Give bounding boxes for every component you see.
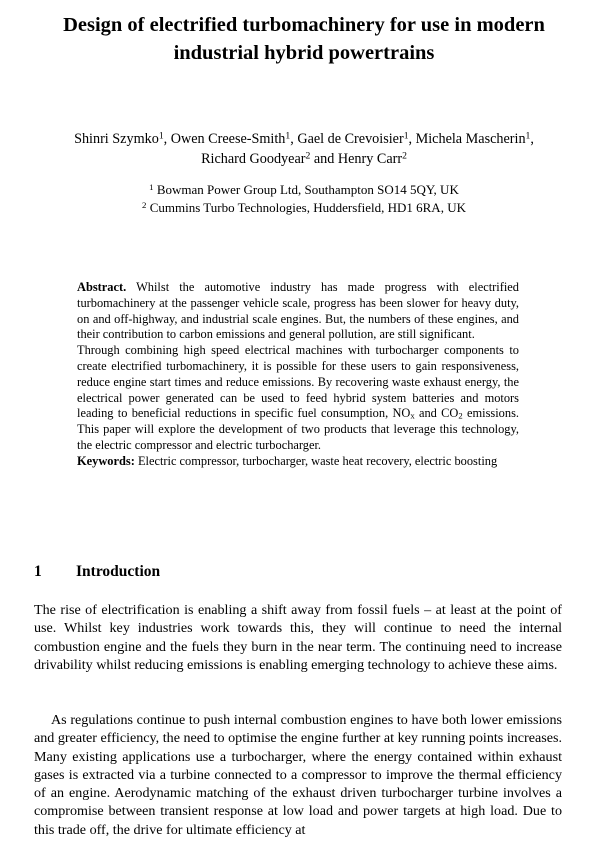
author-name: Shinri Szymko [74,131,159,147]
abstract-text-2b: and CO [414,406,459,421]
author-affiliation-marker: 2 [305,150,311,162]
abstract-text-1: Whilst the automotive industry has made progress with electrified turbomachinery at the passenger vehicle scale, progress has been slower for heavy duty, on and off-highway, and industrial scale engines. But, the numbers of these engines, and their contribution to carbon emissions and general pollution, are still significant. [77,280,519,342]
body-paragraph-1 [34,601,562,674]
abstract-label: Abstract. [77,280,127,294]
affiliation-text: Bowman Power Group Ltd, Southampton SO14 5QY, UK [156,182,459,197]
author-name: Owen Creese-Smith [170,131,286,147]
keywords-label: Keywords: [77,453,135,468]
body-paragraph-2 [34,711,562,839]
abstract-text-2c: emissions. This paper will explore the development of two products that leverage this technology, the electric compressor and electric turbocharger. [77,406,519,452]
affiliation-text: Cummins Turbo Technologies, Huddersfield, HD1 6RA, UK [149,200,466,215]
author-name: Gael de Crevoisier [297,131,404,147]
affiliation-marker: 2 [142,200,147,211]
section-title: Introduction [76,563,161,580]
author-separator: , [163,131,171,147]
author-list [20,129,588,169]
keywords-paragraph [77,454,519,470]
keywords-text: Electric compressor, turbocharger, waste heat recovery, electric boosting [137,453,498,468]
author-affiliation-marker: 1 [525,130,531,142]
title-line-2: industrial hybrid powertrains [173,42,435,64]
abstract-paragraph-1 [77,280,519,343]
author-separator: , [408,131,416,147]
author-name: Michela Mascherin [415,131,526,147]
author-name: Richard Goodyear [201,151,306,167]
author-separator: and [310,151,338,167]
affiliation-marker: 1 [149,182,154,193]
author-affiliation-marker: 1 [158,130,164,142]
abstract-block [77,280,519,470]
author-separator: , [290,131,298,147]
affiliation-item [20,199,588,217]
nox-subscript: x [410,411,415,422]
author-affiliation-marker: 1 [403,130,409,142]
title-line-1: Design of electrified turbomachinery for use in modern [63,14,545,36]
affiliation-item [20,181,588,199]
section-heading [34,562,574,582]
author-separator: , [530,131,534,147]
co2-subscript: 2 [458,411,463,422]
affiliation-list [20,181,588,217]
section-number: 1 [34,563,42,580]
abstract-paragraph-2 [77,343,519,454]
body-text-2: As regulations continue to push internal combustion engines to have both lower emissions and greater efficiency, the need to optimise the engine further at key running points increases. Many existing applications use a turbocharger, where the energy contained within exhaust gases is extracted via a turbine connected to a compressor to improve the thermal efficiency of an engine. Aerodynamic matching of the exhaust driven turbocharger turbine involves a compromise between transient response at low load and power targets at high load. Due to this trade off, the drive for ultimate efficiency at [34,712,562,838]
author-name: Henry Carr [337,151,403,167]
body-text-1: The rise of electrification is enabling a shift away from fossil fuels – at least at the point of use. Whilst key industries work towards this, they will continue to need the internal combustion engine and the fuels they burn in the near term. The continuing need to increase drivability whilst reducing emissions is enabling emerging technology to achieve these aims. [34,602,562,673]
author-affiliation-marker: 2 [402,150,407,162]
abstract-text-2a: Through combining high speed electrical machines with turbocharger components to create electrified turbomachinery, it is possible for these users to gain responsiveness, reduce engine start times and reduce emissions. By recovering waste exhaust energy, the electrical power generated can be used to feed hybrid system batteries and motors leading to beneficial reductions in specific fuel consumption, NO [77,343,519,421]
author-affiliation-marker: 1 [285,130,291,142]
paper-title [20,11,588,67]
